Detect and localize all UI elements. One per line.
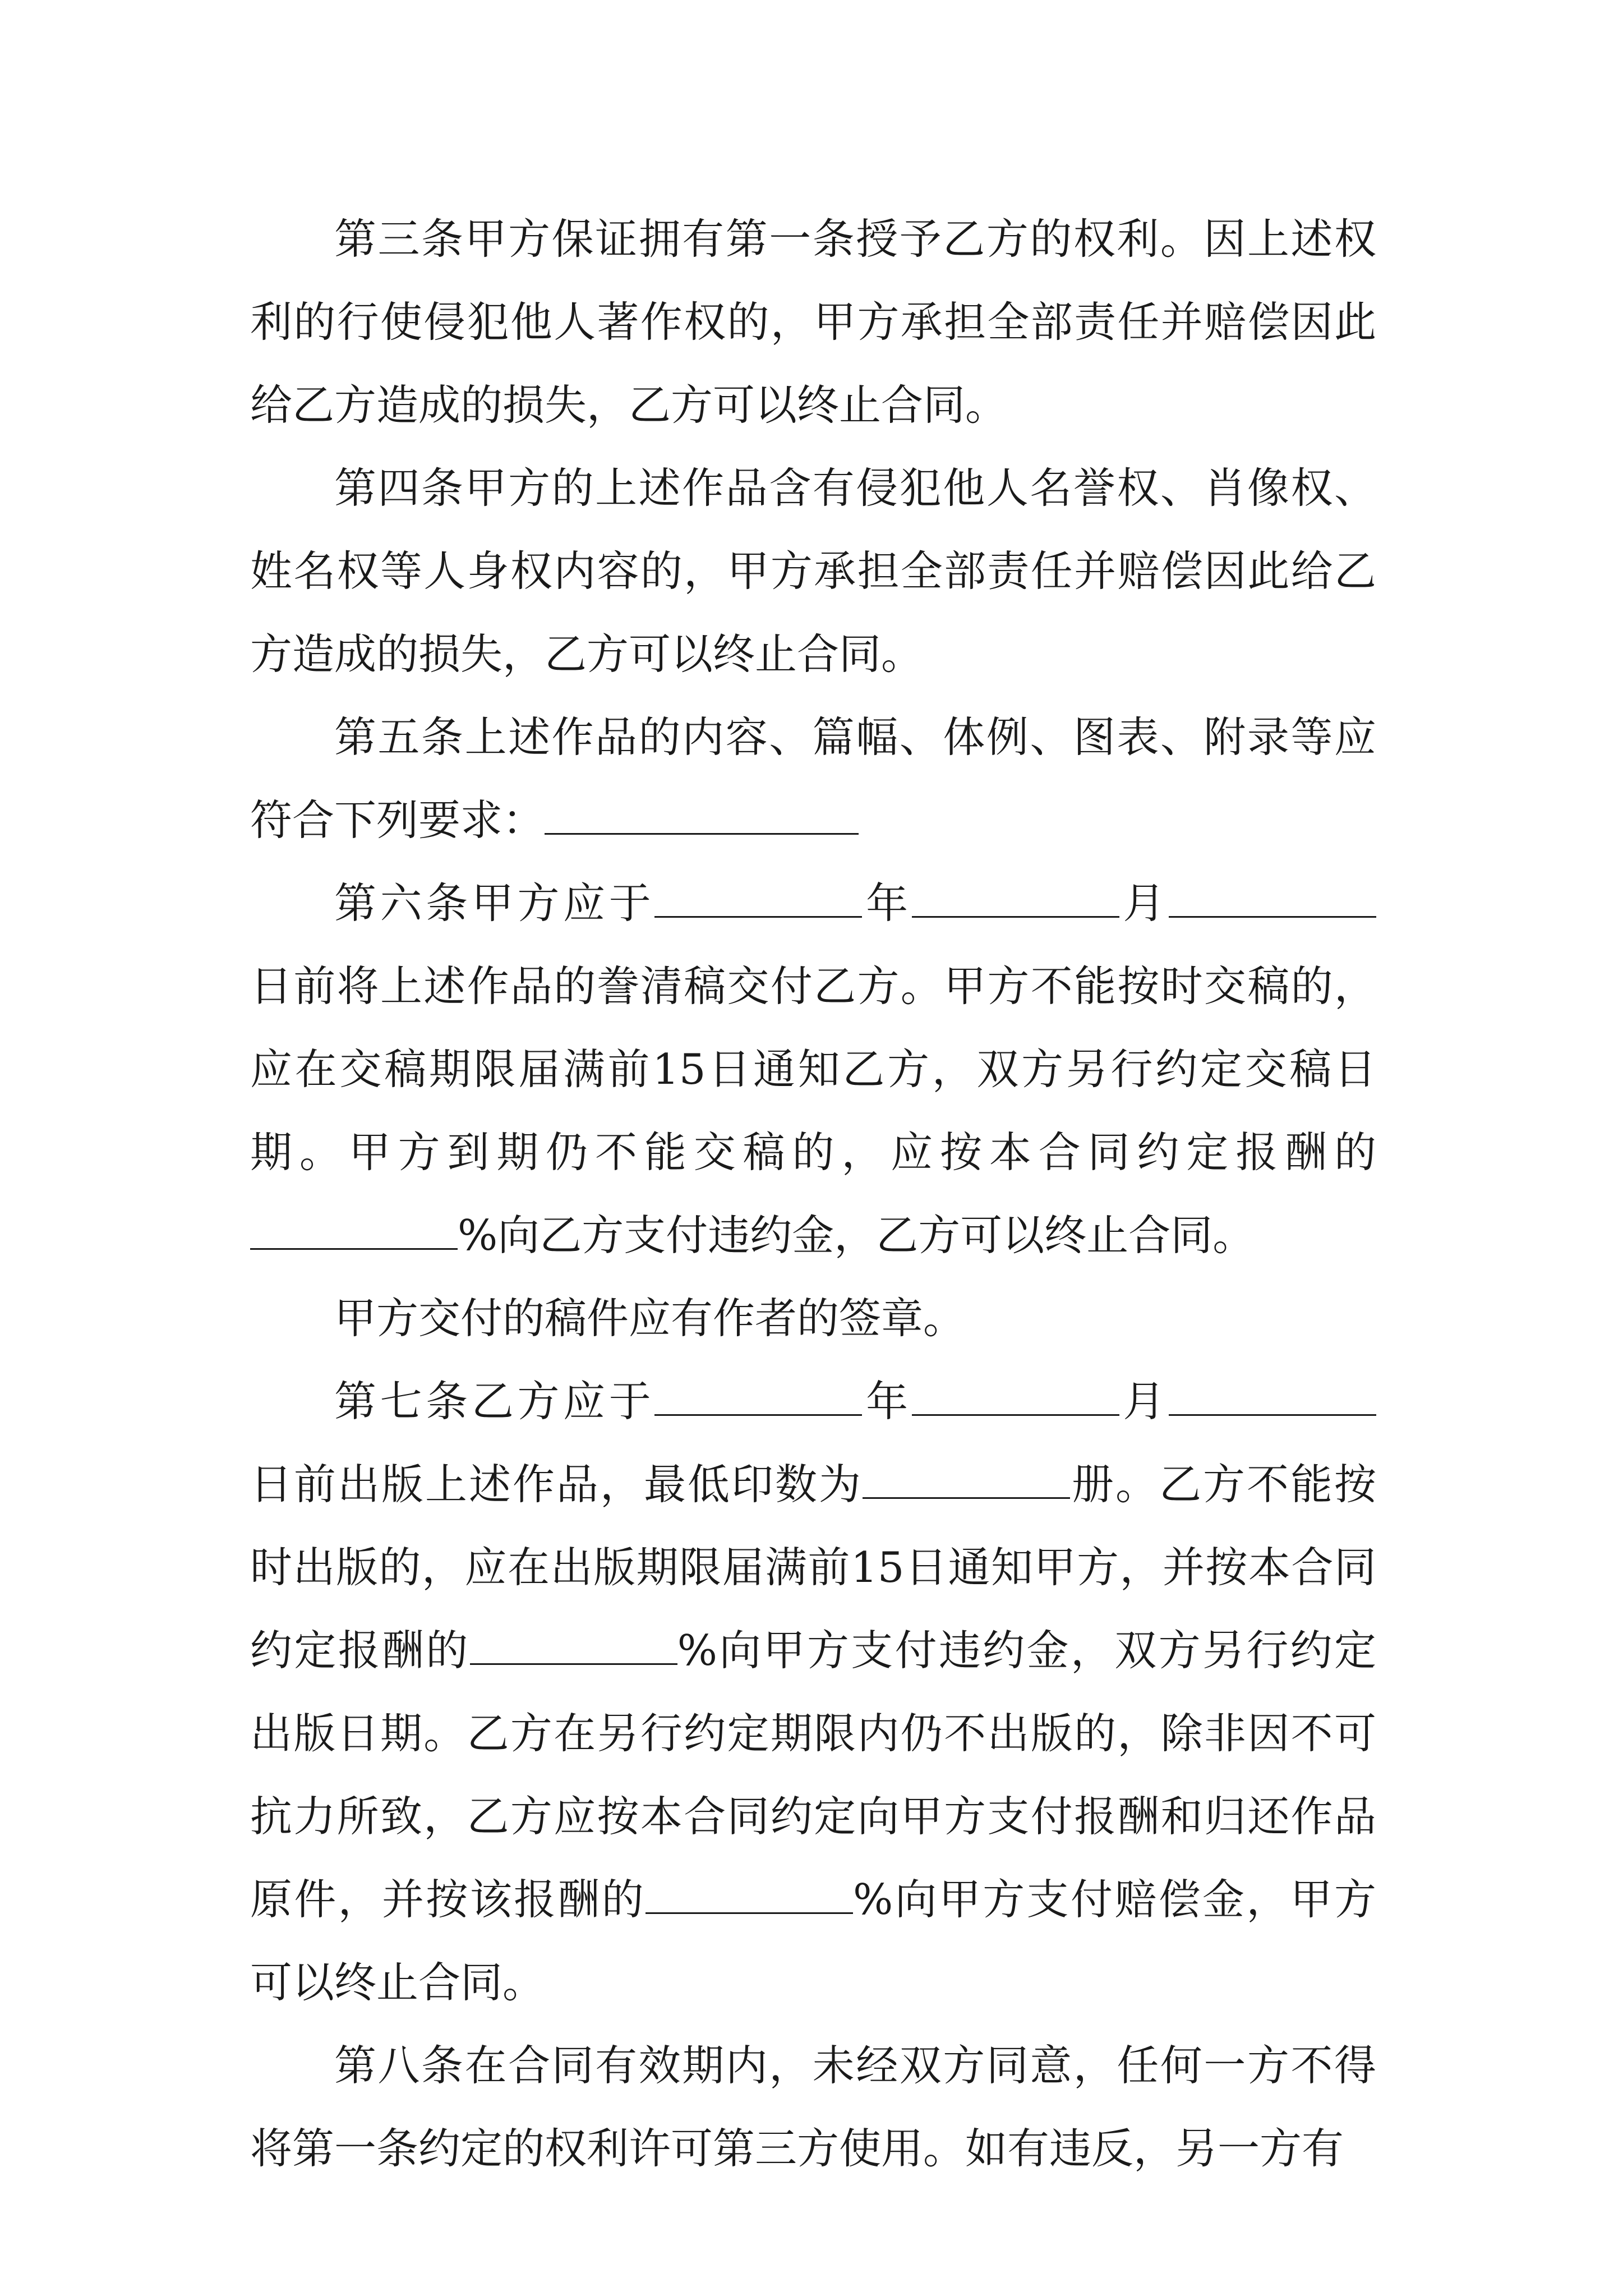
article-7-text-e: %向甲方支付赔偿金，甲方可以终止合同。 [250, 1875, 1376, 2007]
article-4-text: 第四条甲方的上述作品含有侵犯他人名誉权、肖像权、姓名权等人身权内容的，甲方承担全部责任并赔偿因此给乙方造成的损失，乙方可以终止合同。 [250, 463, 1376, 679]
article-6-signature-note [250, 1277, 1376, 1360]
article-7-text-b: 日前出版上述作品，最低印数为 [250, 1460, 863, 1509]
article-5 [250, 696, 1376, 862]
article-7-print-count-blank[interactable] [863, 1460, 1070, 1499]
article-7-text-d: %向甲方支付违约金，双方另行约定出版日期。乙方在另行约定期限内仍不出版的，除非因不可抗力所致，乙方应按本合同约定向甲方支付报酬和归还作品原件，并按该报酬的 [250, 1626, 1376, 1924]
article-6 [250, 862, 1376, 1277]
article-6-month-label: 月 [1119, 878, 1169, 928]
article-8-text: 第八条在合同有效期内，未经双方同意，任何一方不得将第一条约定的权利许可第三方使用。如有违反，另一方有 [250, 2041, 1376, 2173]
article-6-month-blank[interactable] [912, 878, 1119, 918]
article-5-text: 第五条上述作品的内容、篇幅、体例、图表、附录等应符合下列要求： [250, 712, 1376, 845]
article-7-compensation-percent-blank[interactable] [645, 1875, 853, 1915]
article-7-day-blank[interactable] [1169, 1377, 1376, 1416]
article-6-year-blank[interactable] [654, 878, 862, 918]
signature-note-text: 甲方交付的稿件应有作者的签章。 [334, 1294, 966, 1343]
article-7-penalty-percent-blank[interactable] [470, 1626, 677, 1665]
article-7-year-blank[interactable] [654, 1377, 862, 1416]
article-7-text-a: 第七条乙方应于 [334, 1377, 655, 1426]
article-7-month-label: 月 [1119, 1377, 1169, 1426]
article-7-year-label: 年 [862, 1377, 912, 1426]
document-body [250, 197, 1376, 2190]
article-3 [250, 197, 1376, 447]
article-4 [250, 447, 1376, 696]
article-6-text-a: 第六条甲方应于 [334, 878, 655, 928]
article-8 [250, 2024, 1376, 2190]
article-7-month-blank[interactable] [912, 1377, 1119, 1416]
requirements-blank[interactable] [545, 795, 859, 835]
article-7 [250, 1360, 1376, 2024]
article-6-year-label: 年 [862, 878, 912, 928]
article-6-day-blank[interactable] [1169, 878, 1376, 918]
article-6-text-b: 日前将上述作品的誊清稿交付乙方。甲方不能按时交稿的，应在交稿期限届满前15日通知乙方，双方另行约定交稿日期。甲方到期仍不能交稿的，应按本合同约定报酬的 [250, 961, 1376, 1177]
article-6-text-c: %向乙方支付违约金，乙方可以终止合同。 [458, 1211, 1255, 1260]
article-3-text: 第三条甲方保证拥有第一条授予乙方的权利。因上述权利的行使侵犯他人著作权的，甲方承担全部责任并赔偿因此给乙方造成的损失，乙方可以终止合同。 [250, 214, 1376, 430]
article-7-text-c: 册。乙方不能按时出版的，应在出版期限届满前15日通知甲方，并按本合同约定报酬的 [250, 1460, 1376, 1675]
article-6-percent-blank[interactable] [250, 1211, 458, 1250]
